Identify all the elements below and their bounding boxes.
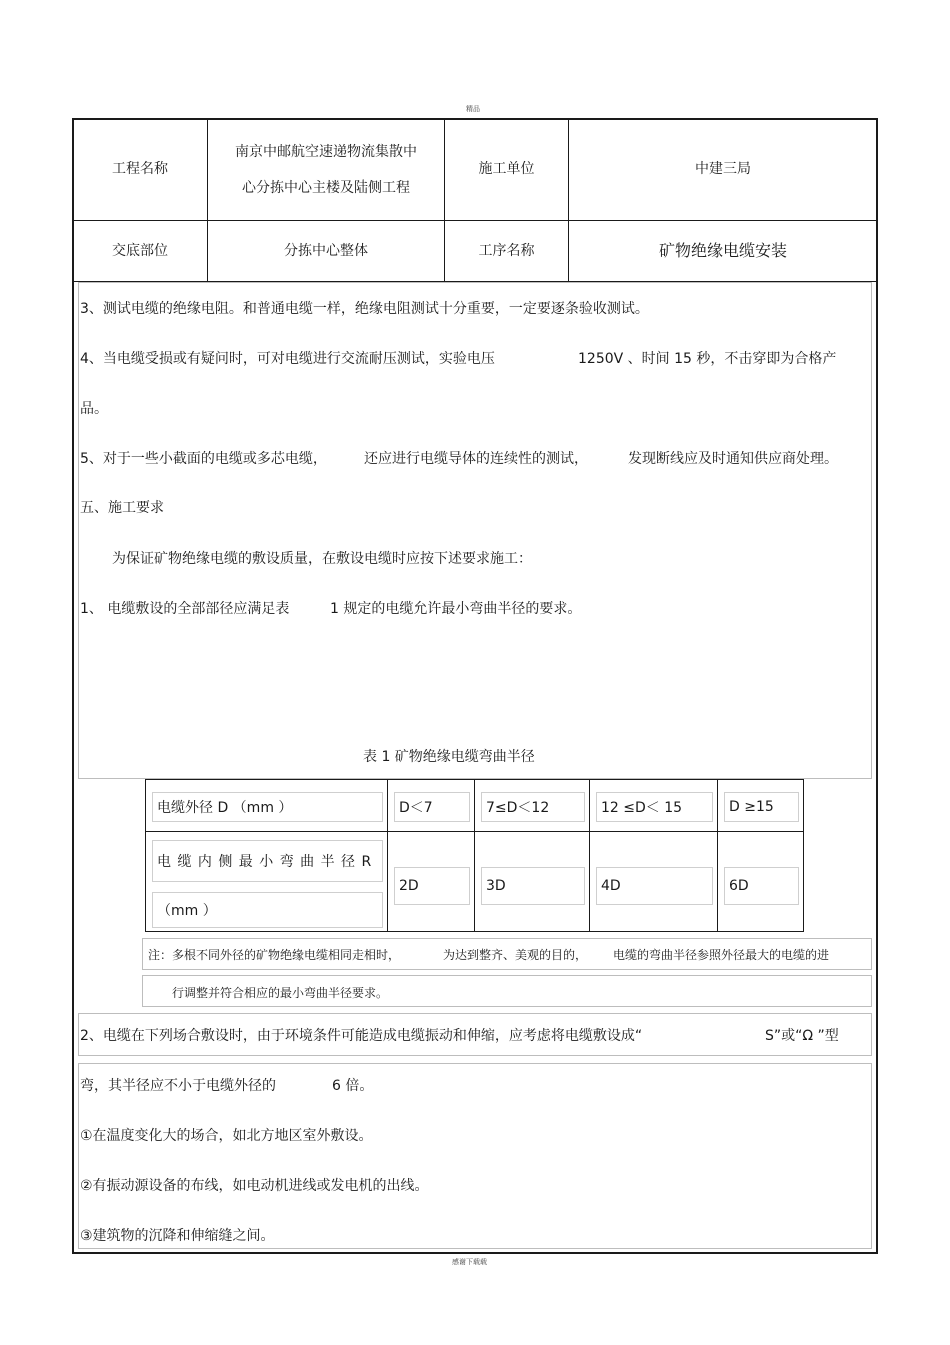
section-title: 五、施工要求 (80, 500, 164, 516)
contractor-value (568, 118, 878, 221)
process-label-text: 工序名称 (478, 242, 535, 259)
project-value-line1: 南京中邮航空速递物流集散中 (235, 143, 417, 160)
contractor-label (444, 118, 569, 221)
note-line1a: 注：多根不同外径的矿物绝缘电缆相同走相时， (148, 948, 401, 962)
paragraph-5b: 还应进行电缆导体的连续性的测试， (364, 451, 588, 467)
table-title: 表 1 矿物绝缘电缆弯曲半径 (363, 749, 535, 765)
project-value (207, 118, 445, 221)
case-3: ③建筑物的沉降和伸缩缝之间。 (80, 1228, 275, 1244)
location-value-text: 分拣中心整体 (284, 242, 368, 259)
project-label-text: 工程名称 (112, 161, 168, 178)
row2-cell (474, 831, 590, 932)
paragraph-3: 3、测试电缆的绝缘电阻。和普通电缆一样，绝缘电阻测试十分重要，一定要逐条验收测试。 (80, 301, 649, 317)
row1-cell (387, 779, 475, 832)
item-2d: 6 倍。 (332, 1078, 374, 1094)
row1-cell (474, 779, 590, 832)
note-line2: 行调整并符合相应的最小弯曲半径要求。 (172, 986, 389, 1000)
case-1: ①在温度变化大的场合，如北方地区室外敷设。 (80, 1128, 373, 1144)
item-2b: S”或“Ω ”型 (765, 1028, 839, 1044)
row2-value: 3D (481, 867, 585, 905)
paragraph-5a: 5、对于一些小截面的电缆或多芯电缆， (80, 451, 327, 467)
paragraph-4a: 4、当电缆受损或有疑问时，可对电缆进行交流耐压测试，实验电压 (80, 351, 495, 367)
row1-cell (589, 779, 718, 832)
note-line1c: 电缆的弯曲半径参照外径最大的电缆的进 (613, 948, 830, 962)
paragraph-4c: 品。 (80, 401, 108, 417)
item-2a: 2、电缆在下列场合敷设时，由于环境条件可能造成电缆振动和伸缩，应考虑将电缆敷设成“ (80, 1028, 643, 1044)
note-line1b: 为达到整齐、美观的目的， (443, 948, 588, 962)
location-label-text: 交底部位 (112, 242, 168, 259)
row1-value: D＜7 (394, 792, 470, 822)
contractor-value-text: 中建三局 (695, 161, 751, 178)
process-value-text: 矿物绝缘电缆安装 (658, 240, 787, 260)
item-1a: 1、 电缆敷设的全部部径应满足表 (80, 601, 290, 617)
row2-value: 4D (596, 867, 713, 905)
case-2: ②有振动源设备的布线，如电动机进线或发电机的出线。 (80, 1178, 429, 1194)
page-header: 精品 (466, 105, 480, 113)
location-value (207, 220, 445, 282)
item-2c: 弯，其半径应不小于电缆外径的 (80, 1078, 276, 1094)
location-label (72, 220, 208, 282)
intro-text: 为保证矿物绝缘电缆的敷设质量，在敷设电缆时应按下述要求施工： (112, 551, 532, 567)
row2-value: 6D (724, 867, 799, 905)
row2-cell (717, 831, 804, 932)
row2-label-line2: （mm ） (152, 892, 383, 928)
row1-value: D ≥15 (724, 792, 799, 822)
process-label (444, 220, 569, 282)
paragraph-4b: 1250V 、时间 15 秒，不击穿即为合格产 (578, 351, 837, 367)
row1-value: 7≤D＜12 (481, 792, 585, 822)
row2-label-line1: 电 缆 内 侧 最 小 弯 曲 半 径 R (152, 840, 383, 882)
page-footer: 感谢下载载 (452, 1258, 487, 1266)
project-label (72, 118, 208, 221)
row1-value: 12 ≤D＜ 15 (596, 792, 713, 822)
row1-label-cell (145, 779, 388, 832)
row2-cell (589, 831, 718, 932)
paragraph-5c: 发现断线应及时通知供应商处理。 (628, 451, 838, 467)
contractor-label-text: 施工单位 (478, 161, 535, 178)
item-1b: 1 规定的电缆允许最小弯曲半径的要求。 (330, 601, 582, 617)
process-value (568, 220, 878, 282)
row2-label-cell (145, 831, 388, 932)
project-value-line2: 心分拣中心主楼及陆侧工程 (242, 179, 410, 196)
row2-value: 2D (394, 867, 470, 905)
row2-cell (387, 831, 475, 932)
row1-label: 电缆外径 D （mm ） (152, 792, 383, 822)
row1-cell (717, 779, 804, 832)
